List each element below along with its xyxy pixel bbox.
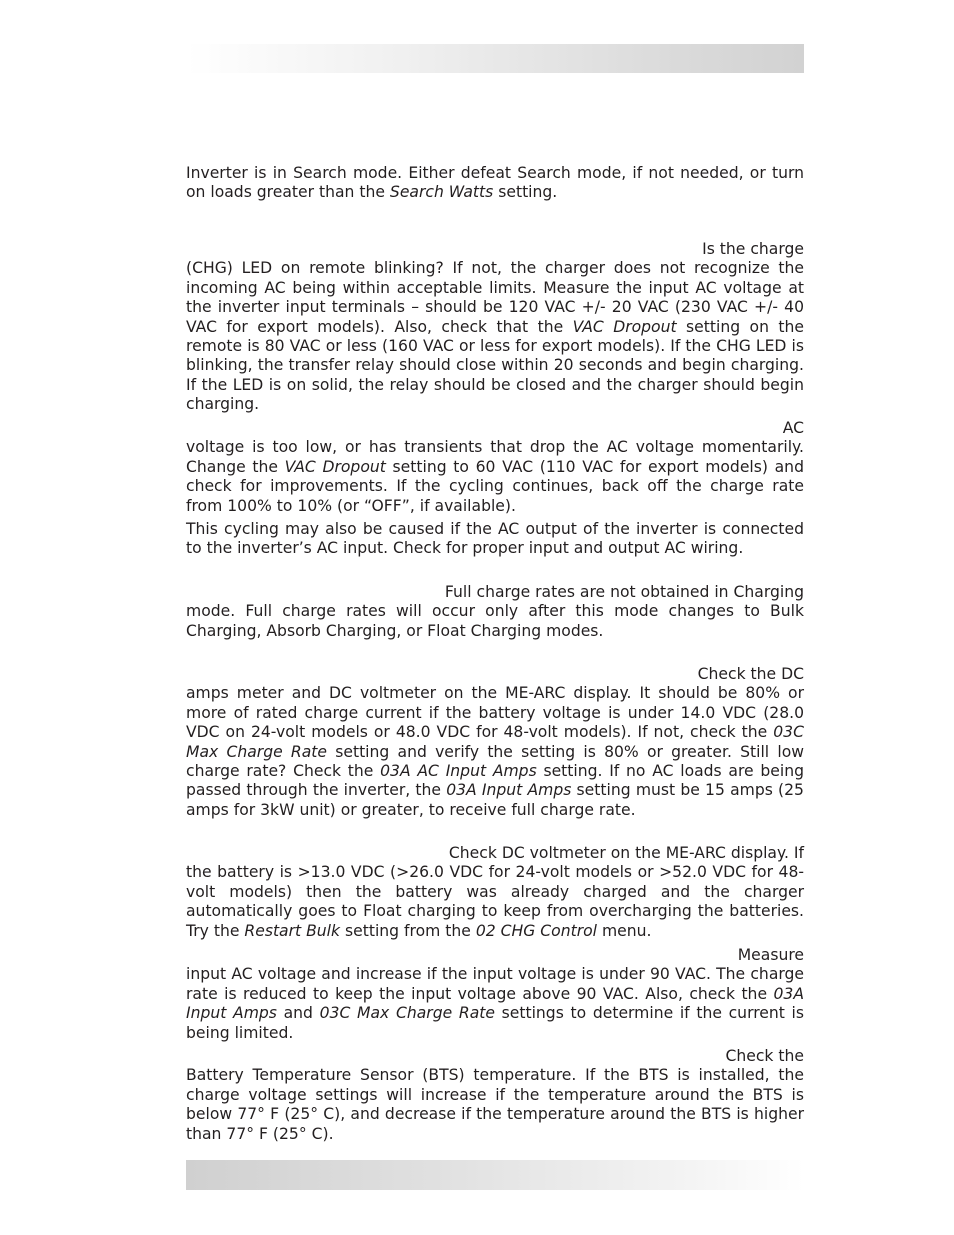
paragraph-full-charge	[186, 583, 804, 641]
setting-name: Restart Bulk	[244, 921, 341, 940]
text: amps meter and DC voltmeter on the ME-ARC display. It should be 80% or more of rated charge current if the battery voltage is under 14.0 VDC (28.0 VDC on 24-volt models or 48.0 VDC for 48-volt models). If not, check the	[186, 684, 804, 742]
paragraph-lead: Full charge rates are not obtained in Charging	[444, 583, 804, 601]
text: setting on the remote is 80 VAC or less (160 VAC or less for export models). If the CHG LED is blinking, the transfer relay should close within 20 seconds and begin charging. If the LED is on solid, the relay should be closed and the charger should begin charging.	[186, 317, 804, 414]
setting-name: 03A AC Input Amps	[380, 762, 537, 781]
paragraph-lead: Check DC voltmeter on the ME-ARC display. If	[448, 844, 804, 862]
text: the battery is >13.0 VDC (>26.0 VDC for 24-volt models or >52.0 VDC for 48-volt models) then the battery was already charged and the charger automatically goes to Float charging to keep from overcharging the batteries. Try the	[186, 863, 804, 940]
paragraph-cycling	[186, 520, 804, 559]
header-bar	[186, 44, 804, 73]
text: setting must be 15 amps (25 amps for 3kW unit) or greater, to receive full charge rate.	[186, 781, 804, 819]
text: voltage is too low, or has transients that drop the AC voltage momentarily. Change the	[186, 438, 804, 476]
paragraph-dc-amps	[186, 665, 804, 820]
paragraph-charge-led	[186, 240, 804, 415]
text: This cycling may also be caused if the AC output of the inverter is connected to the inverter’s AC input. Check for proper input and output AC wiring.	[186, 520, 804, 558]
text: mode. Full charge rates will occur only after this mode changes to Bulk Charging, Absorb Charging, or Float Charging modes.	[186, 602, 804, 640]
text: setting and verify the setting is 80% or greater. Still low charge rate? Check the	[186, 742, 804, 781]
text: and	[276, 1004, 320, 1023]
setting-name: 03C Max Charge Rate	[319, 1004, 495, 1023]
text: setting to 60 VAC (110 VAC for export models) and check for improvements. If the cycling continues, back off the charge rate from 100% to 10% (or “OFF”, if available).	[186, 457, 804, 515]
text: Inverter is in Search mode. Either defeat Search mode, if not needed, or turn on loads greater than the	[186, 164, 804, 202]
text: input AC voltage and increase if the input voltage is under 90 VAC. The charge rate is reduced to keep the input voltage above 90 VAC. Also, check the	[186, 965, 804, 1003]
paragraph-input-voltage	[186, 946, 804, 1043]
setting-name: 03A Input Amps	[446, 781, 572, 800]
setting-name: 03A Input Amps	[186, 984, 804, 1023]
paragraph-lead: Is the charge	[702, 240, 804, 258]
paragraph-lead: AC	[782, 419, 804, 437]
paragraph-lead: Check the	[725, 1047, 804, 1065]
paragraph-search-mode	[186, 164, 804, 203]
menu-name: 02 CHG Control	[475, 921, 597, 940]
paragraph-dc-voltmeter	[186, 844, 804, 941]
paragraph-lead: Measure	[737, 946, 804, 964]
setting-name: 03C Max Charge Rate	[186, 723, 804, 761]
text: setting from the	[340, 921, 476, 940]
setting-name: VAC Dropout	[284, 457, 386, 476]
text: setting. If no AC loads are being passed through the inverter, the	[186, 762, 804, 800]
setting-name: VAC Dropout	[572, 317, 677, 336]
footer-bar	[186, 1160, 804, 1190]
text: Battery Temperature Sensor (BTS) temperature. If the BTS is installed, the charge voltage settings will increase if the temperature around the BTS is below 77° F (25° C), and decrease if the temperature around the BTS is higher than 77° F (25° C).	[186, 1066, 804, 1143]
text: setting.	[493, 183, 558, 202]
text: settings to determine if the current is being limited.	[186, 1004, 804, 1042]
text: (CHG) LED on remote blinking? If not, the charger does not recognize the incoming AC being within acceptable limits. Measure the input AC voltage at the inverter input terminals – should be 120 VAC +/- 20 VAC (230 VAC +/- 40 VAC for export models). Also, check that the	[186, 259, 804, 336]
paragraph-bts	[186, 1047, 804, 1144]
paragraph-ac-voltage	[186, 419, 804, 516]
paragraph-lead: Check the DC	[697, 665, 804, 683]
setting-name: Search Watts	[389, 183, 494, 202]
text: menu.	[597, 921, 652, 940]
